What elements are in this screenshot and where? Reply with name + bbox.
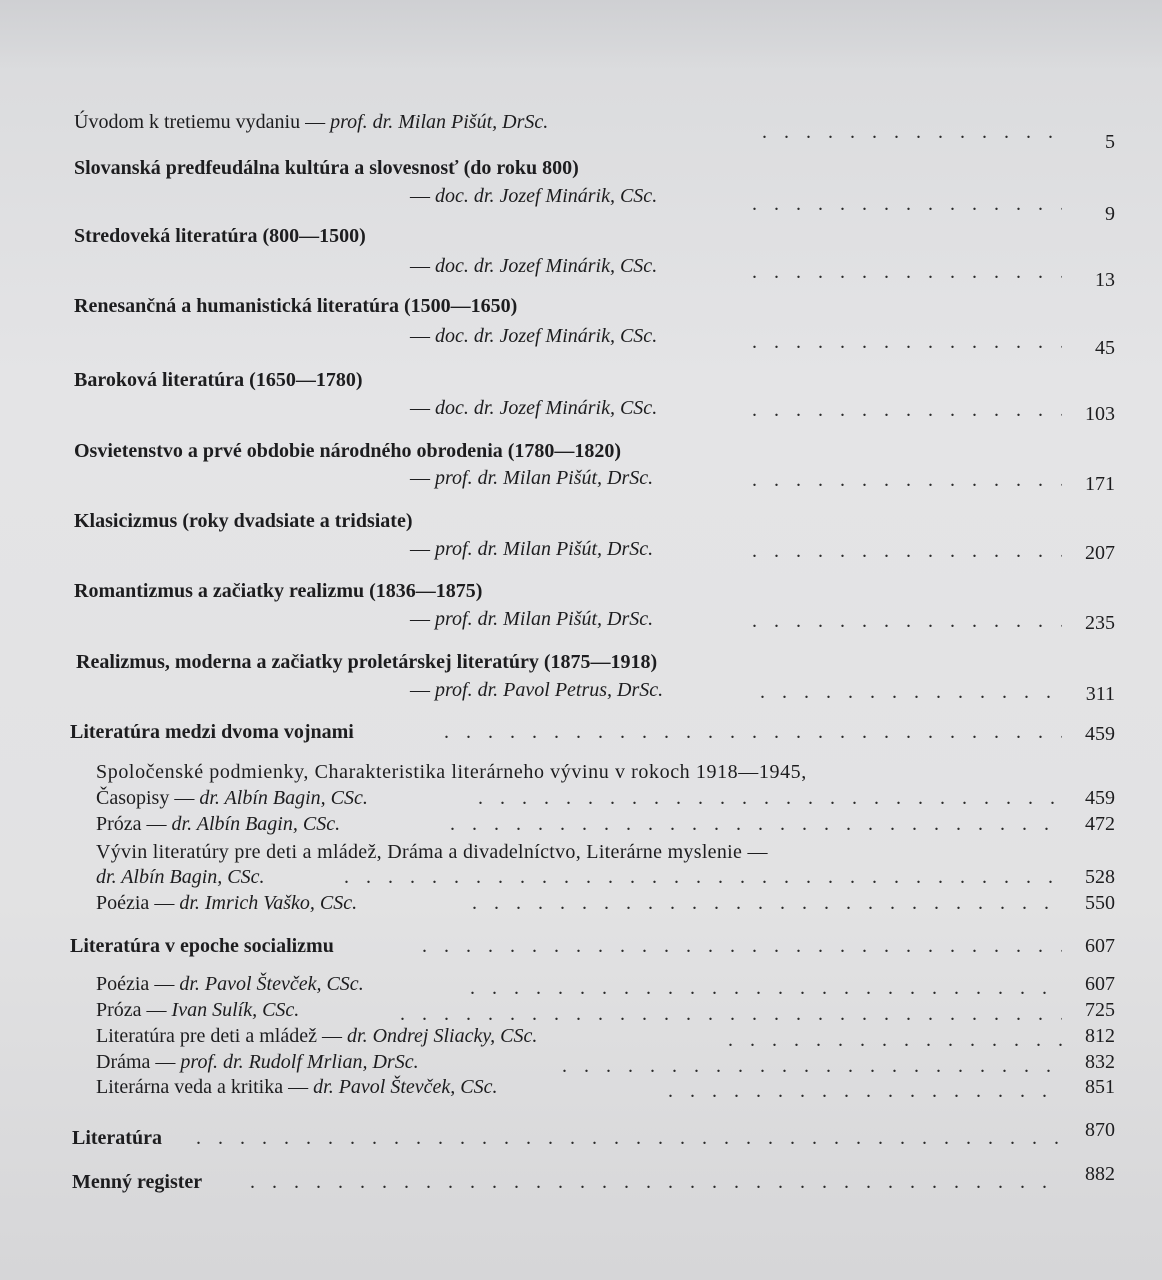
toc-entry-author: — doc. dr. Jozef Minárik, CSc. bbox=[410, 185, 658, 207]
toc-page-number: 103 bbox=[1085, 403, 1115, 425]
toc-page-number: 5 bbox=[1105, 131, 1115, 153]
toc-page-number: 207 bbox=[1085, 542, 1115, 564]
page-shadow bbox=[0, 0, 1162, 70]
toc-entry-author: — prof. dr. Pavol Petrus, DrSc. bbox=[410, 679, 664, 701]
toc-page-number: 725 bbox=[1085, 999, 1115, 1021]
toc-subentry-title: Spoločenské podmienky, Charakteristika literárneho vývinu v rokoch 1918—1945, bbox=[96, 761, 807, 783]
toc-entry-heading bbox=[0, 648, 1162, 676]
toc-entry-heading bbox=[0, 577, 1162, 605]
toc-entry-author-line bbox=[0, 676, 1162, 704]
toc-page-number: 528 bbox=[1085, 866, 1115, 888]
toc-page-number: 812 bbox=[1085, 1025, 1115, 1047]
toc-entry-author: — doc. dr. Jozef Minárik, CSc. bbox=[410, 255, 658, 277]
toc-subentry bbox=[0, 1022, 1162, 1050]
toc-page-number: 13 bbox=[1095, 269, 1115, 291]
toc-page-number: 870 bbox=[1085, 1119, 1115, 1141]
leader-dots bbox=[762, 118, 1062, 146]
toc-entry-author: — prof. dr. Milan Pišút, DrSc. bbox=[410, 538, 654, 560]
leader-dots bbox=[752, 396, 1062, 424]
toc-subentry bbox=[0, 784, 1162, 812]
leader-dots bbox=[344, 863, 1062, 891]
toc-entry-author: — doc. dr. Jozef Minárik, CSc. bbox=[410, 397, 658, 419]
toc-entry-author: — doc. dr. Jozef Minárik, CSc. bbox=[410, 325, 658, 347]
toc-subentry bbox=[0, 758, 1162, 786]
toc-entry-title: Menný register bbox=[72, 1171, 203, 1193]
toc-page-number: 459 bbox=[1085, 723, 1115, 745]
leader-dots bbox=[250, 1168, 1062, 1196]
toc-entry-title: Realizmus, moderna a začiatky proletárskej literatúry (1875—1918) bbox=[76, 651, 658, 673]
leader-dots bbox=[752, 466, 1062, 494]
leader-dots bbox=[422, 932, 1062, 960]
toc-entry-title: Klasicizmus (roky dvadsiate a tridsiate) bbox=[74, 510, 413, 532]
toc-entry-author-line bbox=[0, 322, 1162, 359]
toc-subentry-title: Próza — dr. Albín Bagin, CSc. bbox=[96, 813, 341, 835]
toc-entry-author-line bbox=[0, 464, 1162, 495]
toc-entry-title: Stredoveká literatúra (800—1500) bbox=[74, 225, 366, 247]
leader-dots bbox=[450, 810, 1062, 838]
leader-dots bbox=[472, 889, 1062, 917]
toc-page-number: 607 bbox=[1085, 935, 1115, 957]
toc-entry-heading bbox=[0, 507, 1162, 535]
toc-page-number: 832 bbox=[1085, 1051, 1115, 1073]
toc-entry-section bbox=[0, 1160, 1162, 1193]
leader-dots bbox=[760, 678, 1062, 706]
toc-entry-author-line bbox=[0, 252, 1162, 291]
toc-subentry-title: Poézia — dr. Pavol Števček, CSc. bbox=[96, 973, 364, 995]
leader-dots bbox=[478, 784, 1062, 812]
leader-dots bbox=[752, 537, 1062, 565]
toc-subentry-title: Dráma — prof. dr. Rudolf Mrlian, DrSc. bbox=[96, 1051, 419, 1073]
toc-subentry bbox=[0, 838, 1162, 866]
leader-dots bbox=[668, 1077, 1062, 1105]
leader-dots bbox=[752, 328, 1062, 356]
toc-subentry-title: Časopisy — dr. Albín Bagin, CSc. bbox=[96, 787, 368, 809]
toc-entry-title: Literatúra bbox=[72, 1127, 162, 1149]
toc-entry-title: Renesančná a humanistická literatúra (1500—1650) bbox=[74, 295, 518, 317]
toc-entry-intro bbox=[0, 108, 1162, 153]
toc-page-number: 171 bbox=[1085, 473, 1115, 495]
leader-dots bbox=[196, 1124, 1062, 1152]
toc-entry-author-line bbox=[0, 394, 1162, 425]
toc-subentry bbox=[0, 1048, 1162, 1076]
toc-page-number: 851 bbox=[1085, 1076, 1115, 1098]
toc-entry-heading bbox=[0, 437, 1162, 465]
toc-page-number: 882 bbox=[1085, 1163, 1115, 1185]
toc-entry-heading bbox=[0, 366, 1162, 394]
toc-page-number: 311 bbox=[1085, 683, 1115, 705]
toc-subentry bbox=[0, 996, 1162, 1024]
toc-subentry bbox=[0, 1073, 1162, 1101]
toc-page-number: 550 bbox=[1085, 892, 1115, 914]
toc-entry-author-line bbox=[0, 182, 1162, 225]
toc-page-number: 45 bbox=[1095, 337, 1115, 359]
toc-entry-author-line bbox=[0, 605, 1162, 633]
toc-subentry-title: Próza — Ivan Sulík, CSc. bbox=[96, 999, 300, 1021]
toc-subentry-title: Literatúra pre deti a mládež — dr. Ondrej Sliacky, CSc. bbox=[96, 1025, 538, 1047]
toc-page-number: 607 bbox=[1085, 973, 1115, 995]
toc-subentry bbox=[0, 889, 1162, 917]
toc-page-number: 235 bbox=[1085, 612, 1115, 634]
toc-entry-title: Úvodom k tretiemu vydaniu — prof. dr. Milan Pišút, DrSc. bbox=[74, 111, 549, 133]
toc-subentry bbox=[0, 863, 1162, 891]
toc-subentry-title: Vývin literatúry pre deti a mládež, Dráma a divadelníctvo, Literárne myslenie — bbox=[96, 841, 768, 863]
toc-entry-title: Osvietenstvo a prvé obdobie národného obrodenia (1780—1820) bbox=[74, 440, 622, 462]
toc-subentry-title: Poézia — dr. Imrich Vaško, CSc. bbox=[96, 892, 358, 914]
leader-dots bbox=[752, 258, 1062, 286]
toc-subentry-title: Literárna veda a kritika — dr. Pavol Števček, CSc. bbox=[96, 1076, 498, 1098]
toc-entry-author: — prof. dr. Milan Pišút, DrSc. bbox=[410, 608, 654, 630]
toc-subentry-author: dr. Albín Bagin, CSc. bbox=[96, 866, 265, 888]
toc-entry-title: Romantizmus a začiatky realizmu (1836—1875) bbox=[74, 580, 483, 602]
toc-entry-title: Baroková literatúra (1650—1780) bbox=[74, 369, 363, 391]
toc-subentry bbox=[0, 970, 1162, 998]
toc-subentry bbox=[0, 810, 1162, 838]
leader-dots bbox=[752, 190, 1062, 218]
leader-dots bbox=[752, 607, 1062, 635]
toc-entry-title: Slovanská predfeudálna kultúra a slovesnosť (do roku 800) bbox=[74, 157, 579, 179]
toc-entry-title: Literatúra v epoche socializmu bbox=[70, 935, 334, 957]
toc-entry-section bbox=[0, 1116, 1162, 1149]
toc-entry-section bbox=[0, 718, 1162, 746]
toc-page-number: 9 bbox=[1105, 203, 1115, 225]
leader-dots bbox=[444, 718, 1062, 746]
toc-page-number: 459 bbox=[1085, 787, 1115, 809]
toc-entry-title: Literatúra medzi dvoma vojnami bbox=[70, 721, 354, 743]
toc-entry-heading bbox=[0, 222, 1162, 250]
toc-entry-section bbox=[0, 932, 1162, 960]
toc-entry-heading bbox=[0, 154, 1162, 182]
toc-page-number: 472 bbox=[1085, 813, 1115, 835]
toc-entry-author-line bbox=[0, 535, 1162, 563]
toc-entry-author: — prof. dr. Milan Pišút, DrSc. bbox=[410, 467, 654, 489]
toc-entry-heading bbox=[0, 292, 1162, 320]
